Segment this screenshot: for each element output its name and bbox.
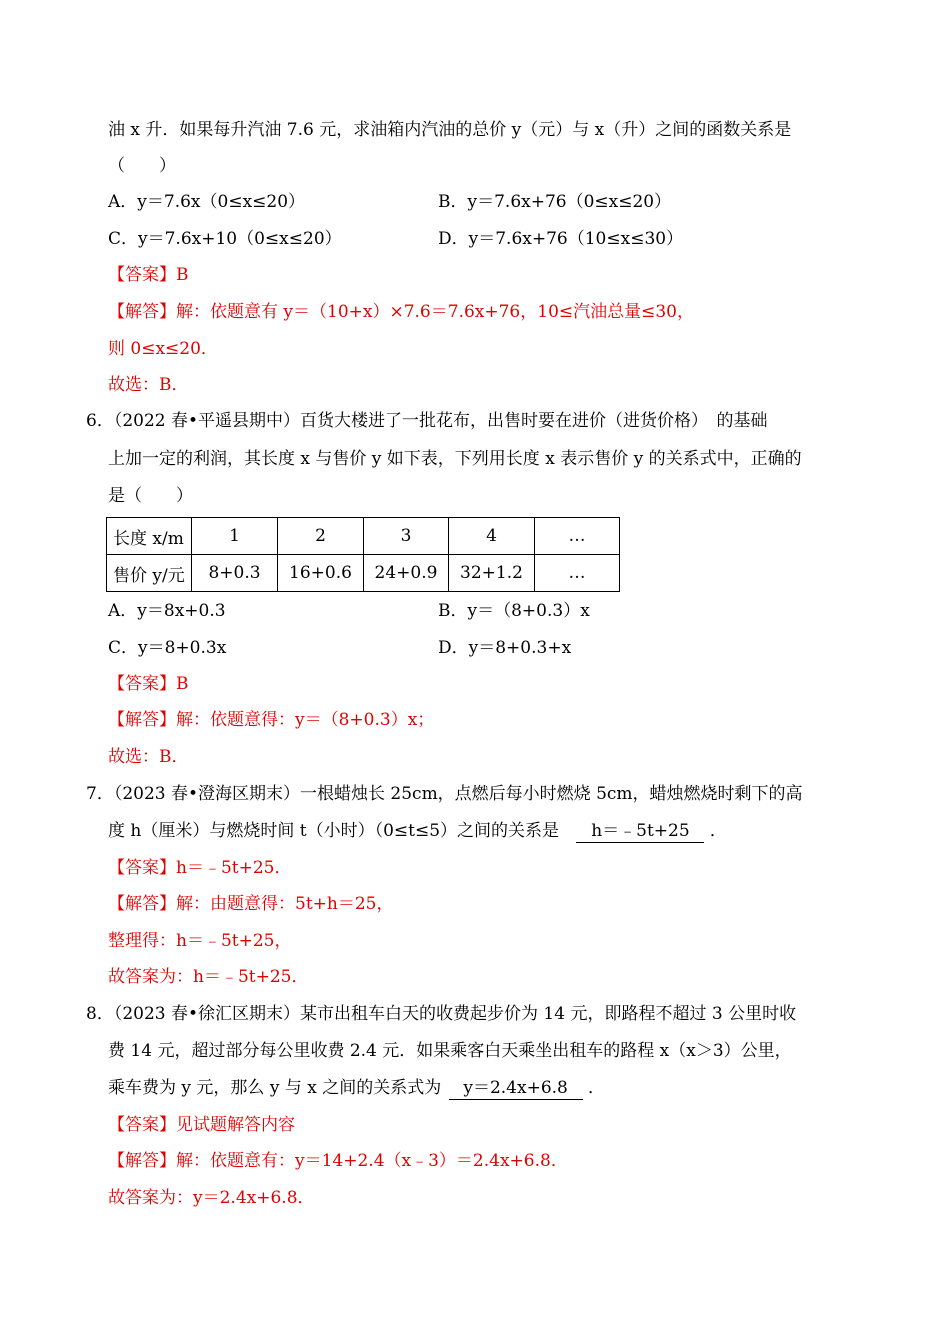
fill-blank-answer: h＝﹣5t+25 [576,820,704,843]
table-row [107,518,620,555]
question-8-text: 8．（2023 春•徐汇区期末）某市出租车白天的收费起步价为 14 元，即路程不超过 3 公里时收 [86,1004,797,1024]
table-row [107,555,620,592]
table-cell: 1 [192,518,278,555]
option-b: B．y＝7.6x+76（0≤x≤20） [438,192,672,212]
option-c: C．y＝7.6x+10（0≤x≤20） [108,229,342,249]
table-cell: … [535,555,620,592]
solution-line: 故答案为：y＝2.4x+6.8． [108,1188,315,1208]
table-cell: 32+1.2 [449,555,535,592]
option-d: D．y＝8+0.3+x [438,638,572,658]
solution-line: 整理得：h＝﹣5t+25， [108,931,292,951]
table-cell: 2 [278,518,364,555]
solution-line: 则 0≤x≤20． [108,339,218,359]
question-7-text [108,820,727,843]
table-cell: 长度 x/m [107,518,192,555]
table-cell: 24+0.9 [364,555,449,592]
price-table [106,517,620,592]
table-cell: 8+0.3 [192,555,278,592]
fill-blank-answer: y＝2.4x+6.8 [449,1077,583,1100]
question-6-text: 上加一定的利润，其长度 x 与售价 y 如下表，下列用长度 x 表示售价 y 的关系式中，正确的 [108,449,802,469]
table-cell: … [535,518,620,555]
table-cell: 售价 y/元 [107,555,192,592]
table-cell: 16+0.6 [278,555,364,592]
table-cell: 4 [449,518,535,555]
solution-line: 故选：B． [108,747,189,767]
solution-line: 【解答】解：由题意得：5t+h＝25， [108,894,394,914]
answer: 【答案】h＝﹣5t+25． [108,858,292,878]
option-b: B．y＝（8+0.3）x [438,601,590,621]
option-a: A．y＝8x+0.3 [108,601,226,621]
option-a: A．y＝7.6x（0≤x≤20） [108,192,306,212]
answer: 【答案】B [108,674,189,694]
answer: 【答案】B [108,265,189,285]
question-8-prefix: 乘车费为 y 元，那么 y 与 x 之间的关系式为 [108,1078,442,1098]
question-8-text [108,1077,605,1100]
table-cell: 3 [364,518,449,555]
solution-line: 【解答】解：依题意有：y＝14+2.4（x﹣3）＝2.4x+6.8． [108,1151,568,1171]
solution-line: 故选：B． [108,375,189,395]
question-8-text: 费 14 元，超过部分每公里收费 2.4 元．如果乘客白天乘坐出租车的路程 x（x＞3）公里， [108,1041,792,1061]
option-c: C．y＝8+0.3x [108,638,227,658]
solution-line: 故答案为：h＝﹣5t+25． [108,967,309,987]
question-text: 油 x 升．如果每升汽油 7.6 元，求油箱内汽油的总价 y（元）与 x（升）之间的函数关系是 [108,120,792,140]
question-8-suffix: ． [588,1078,606,1098]
solution-line: 【解答】解：依题意得：y＝（8+0.3）x； [108,710,435,730]
question-7-suffix: ． [709,821,727,841]
question-7-prefix: 度 h（厘米）与燃烧时间 t（小时）（0≤t≤5）之间的关系是 [108,821,560,841]
solution-line: 【解答】解：依题意有 y＝（10+x）×7.6＝7.6x+76，10≤汽油总量≤30， [108,302,695,322]
answer: 【答案】见试题解答内容 [108,1115,295,1135]
question-bracket: （ ） [108,156,176,176]
question-6-text: 是（ ） [108,486,193,506]
question-6-text: 6．（2022 春•平遥县期中）百货大楼进了一批花布，出售时要在进价（进货价格） 的基础 [86,411,768,431]
option-d: D．y＝7.6x+76（10≤x≤30） [438,229,684,249]
question-7-text: 7．（2023 春•澄海区期末）一根蜡烛长 25cm，点燃后每小时燃烧 5cm，蜡烛燃烧时剩下的高 [86,784,803,804]
